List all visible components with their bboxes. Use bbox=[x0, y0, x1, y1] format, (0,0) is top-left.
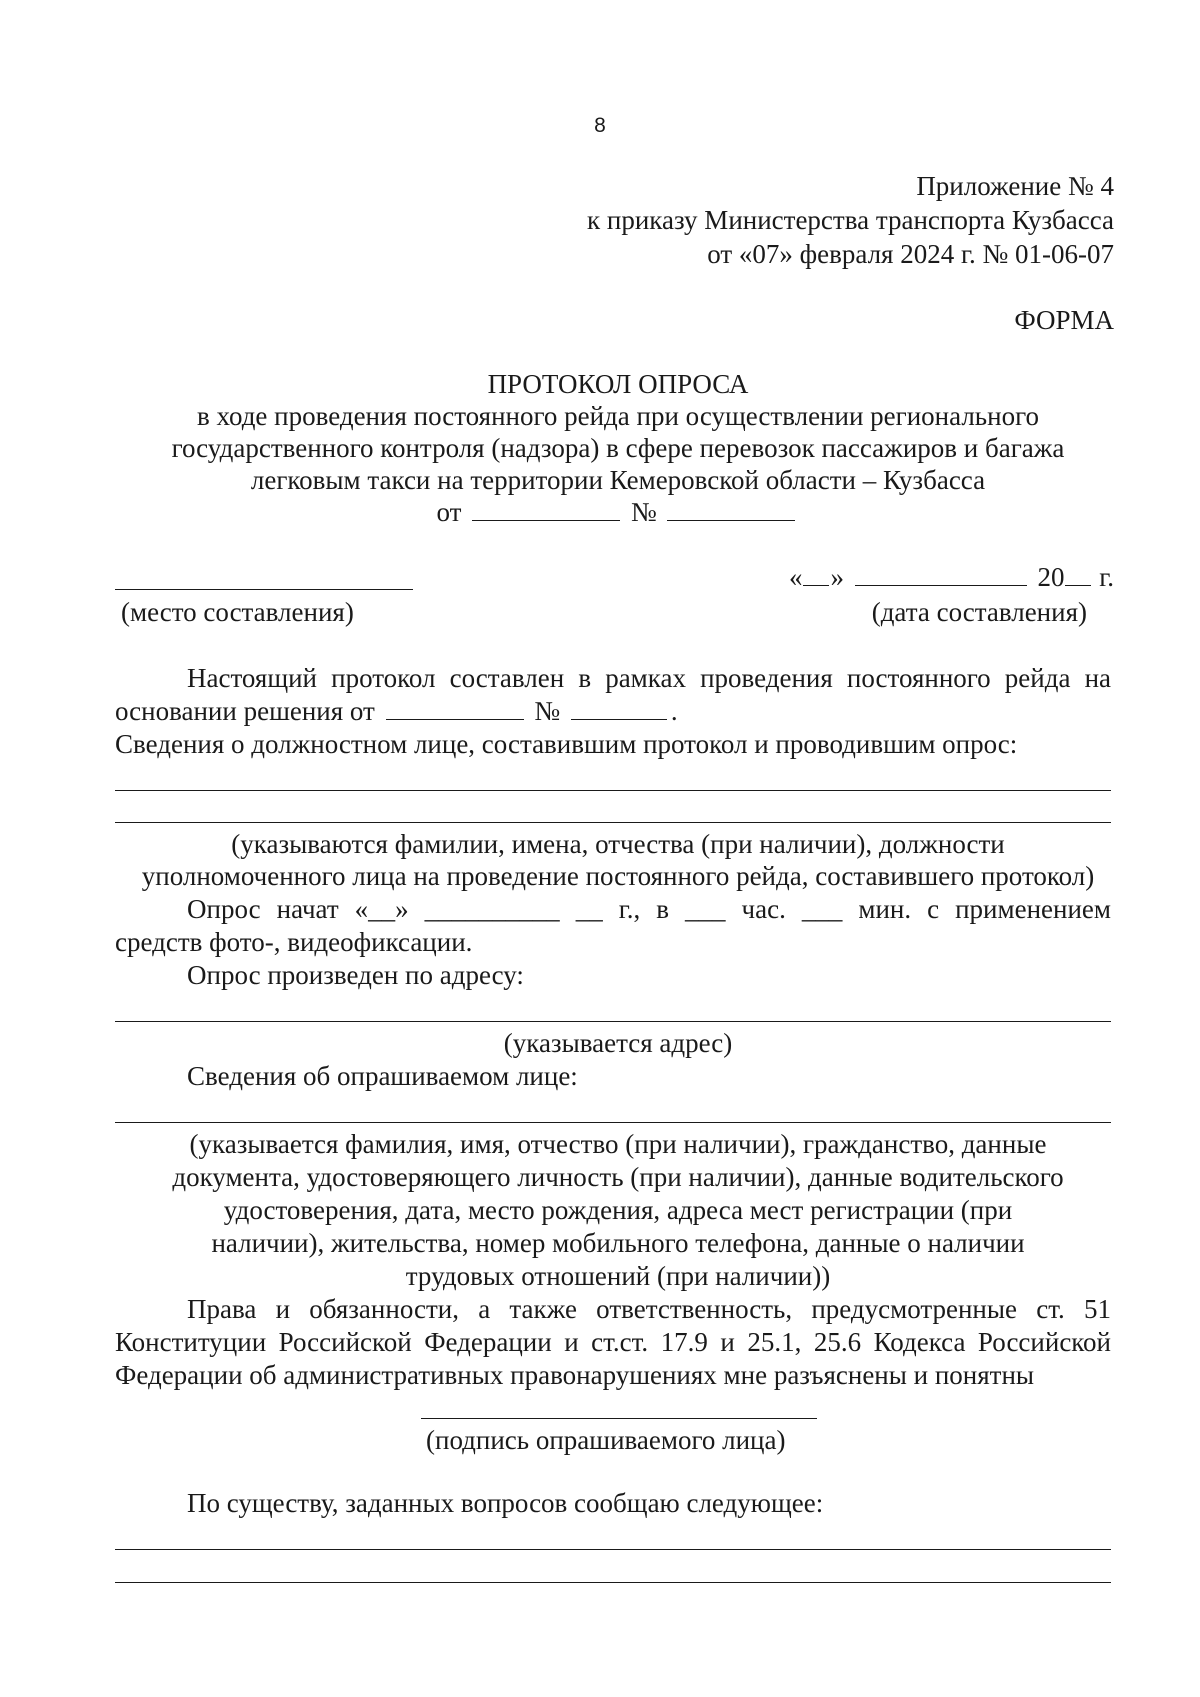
official-blank-line-1[interactable] bbox=[115, 790, 1111, 791]
answers-blank-line-2[interactable] bbox=[115, 1582, 1111, 1583]
rights-line-2: Конституции Российской Федерации и ст.ст. 17.9 и 25.1, 25.6 Кодекса Российской bbox=[115, 1327, 1111, 1357]
address-blank[interactable] bbox=[115, 1021, 1111, 1022]
answers-blank-line-1[interactable] bbox=[115, 1549, 1111, 1550]
date-prefix: от bbox=[436, 497, 462, 527]
title-line-1: в ходе проведения постоянного рейда при осуществлении регионального bbox=[197, 401, 1039, 431]
appendix-line-3: от «07» февраля 2024 г. № 01-06-07 bbox=[707, 239, 1114, 269]
person-caption-line-3: удостоверения, дата, место рождения, адреса мест регистрации (при bbox=[223, 1195, 1013, 1225]
rights-line-1: Права и обязанности, а также ответственность, предусмотренные ст. 51 bbox=[187, 1294, 1111, 1324]
person-blank[interactable] bbox=[115, 1122, 1111, 1123]
address-intro: Опрос произведен по адресу: bbox=[187, 960, 524, 990]
day-blank[interactable] bbox=[803, 563, 829, 586]
document-title: ПРОТОКОЛ ОПРОСА bbox=[487, 369, 749, 399]
official-intro: Сведения о должностном лице, составившим протокол и проводившим опрос: bbox=[115, 729, 1018, 759]
decision-number-blank[interactable] bbox=[571, 697, 667, 720]
form-label: ФОРМА bbox=[1014, 305, 1114, 335]
paragraph-1-line-2: основании решения от № . bbox=[115, 696, 678, 726]
signature-blank[interactable] bbox=[421, 1418, 817, 1419]
person-intro: Сведения об опрашиваемом лице: bbox=[187, 1061, 578, 1091]
signature-caption: (подпись опрашиваемого лица) bbox=[426, 1425, 786, 1455]
appendix-line-2: к приказу Министерства транспорта Кузбасса bbox=[587, 205, 1114, 235]
start-day-field[interactable]: «__» bbox=[354, 894, 409, 924]
paragraph-1-line-1: Настоящий протокол составлен в рамках проведения постоянного рейда на bbox=[187, 663, 1111, 693]
rights-line-3: Федерации об административных правонарушениях мне разъяснены и понятны bbox=[115, 1360, 1035, 1390]
place-blank[interactable] bbox=[115, 589, 413, 590]
official-caption-line-1: (указываются фамилии, имена, отчества (при наличии), должности bbox=[231, 829, 1005, 859]
person-caption-line-2: документа, удостоверяющего личность (при наличии), данные водительского bbox=[172, 1162, 1064, 1192]
start-minute-field[interactable]: ___ bbox=[801, 894, 843, 924]
protocol-date-number-line bbox=[60, 496, 1176, 528]
number-prefix: № bbox=[630, 497, 657, 527]
survey-start-line-2: средств фото-, видеофиксации. bbox=[115, 927, 473, 957]
appendix-line-1: Приложение № 4 bbox=[916, 171, 1114, 201]
person-caption-line-4: наличии), жительства, номер мобильного телефона, данные о наличии bbox=[211, 1228, 1025, 1258]
person-caption-line-1: (указывается фамилия, имя, отчество (при наличии), гражданство, данные bbox=[189, 1129, 1047, 1159]
place-caption: (место составления) bbox=[121, 597, 354, 627]
protocol-date-blank[interactable] bbox=[472, 498, 620, 521]
survey-start-line: Опрос начат «__» __________ __ г., в ___ час. ___ мин. с применением bbox=[187, 894, 1111, 924]
year-blank[interactable] bbox=[1065, 563, 1091, 586]
start-year-field[interactable]: __ bbox=[575, 894, 603, 924]
start-hour-field[interactable]: ___ bbox=[685, 894, 726, 924]
start-month-field[interactable]: __________ bbox=[424, 894, 560, 924]
date-caption: (дата составления) bbox=[871, 597, 1087, 627]
person-caption-line-5: трудовых отношений (при наличии)) bbox=[405, 1261, 831, 1291]
official-blank-line-2[interactable] bbox=[115, 822, 1111, 823]
month-blank[interactable] bbox=[855, 563, 1027, 586]
decision-date-blank[interactable] bbox=[386, 697, 524, 720]
address-caption: (указывается адрес) bbox=[503, 1028, 733, 1058]
title-line-2: государственного контроля (надзора) в сфере перевозок пассажиров и багажа bbox=[171, 433, 1065, 463]
compilation-date-line: « » 20 г. bbox=[788, 562, 1114, 592]
answers-intro: По существу, заданных вопросов сообщаю следующее: bbox=[187, 1488, 824, 1518]
title-line-3: легковым такси на территории Кемеровской области – Кузбасса bbox=[250, 465, 986, 495]
official-caption-line-2: уполномоченного лица на проведение постоянного рейда, составившего протокол) bbox=[141, 861, 1095, 891]
protocol-number-blank[interactable] bbox=[667, 498, 795, 521]
page-number: 8 bbox=[594, 114, 606, 137]
